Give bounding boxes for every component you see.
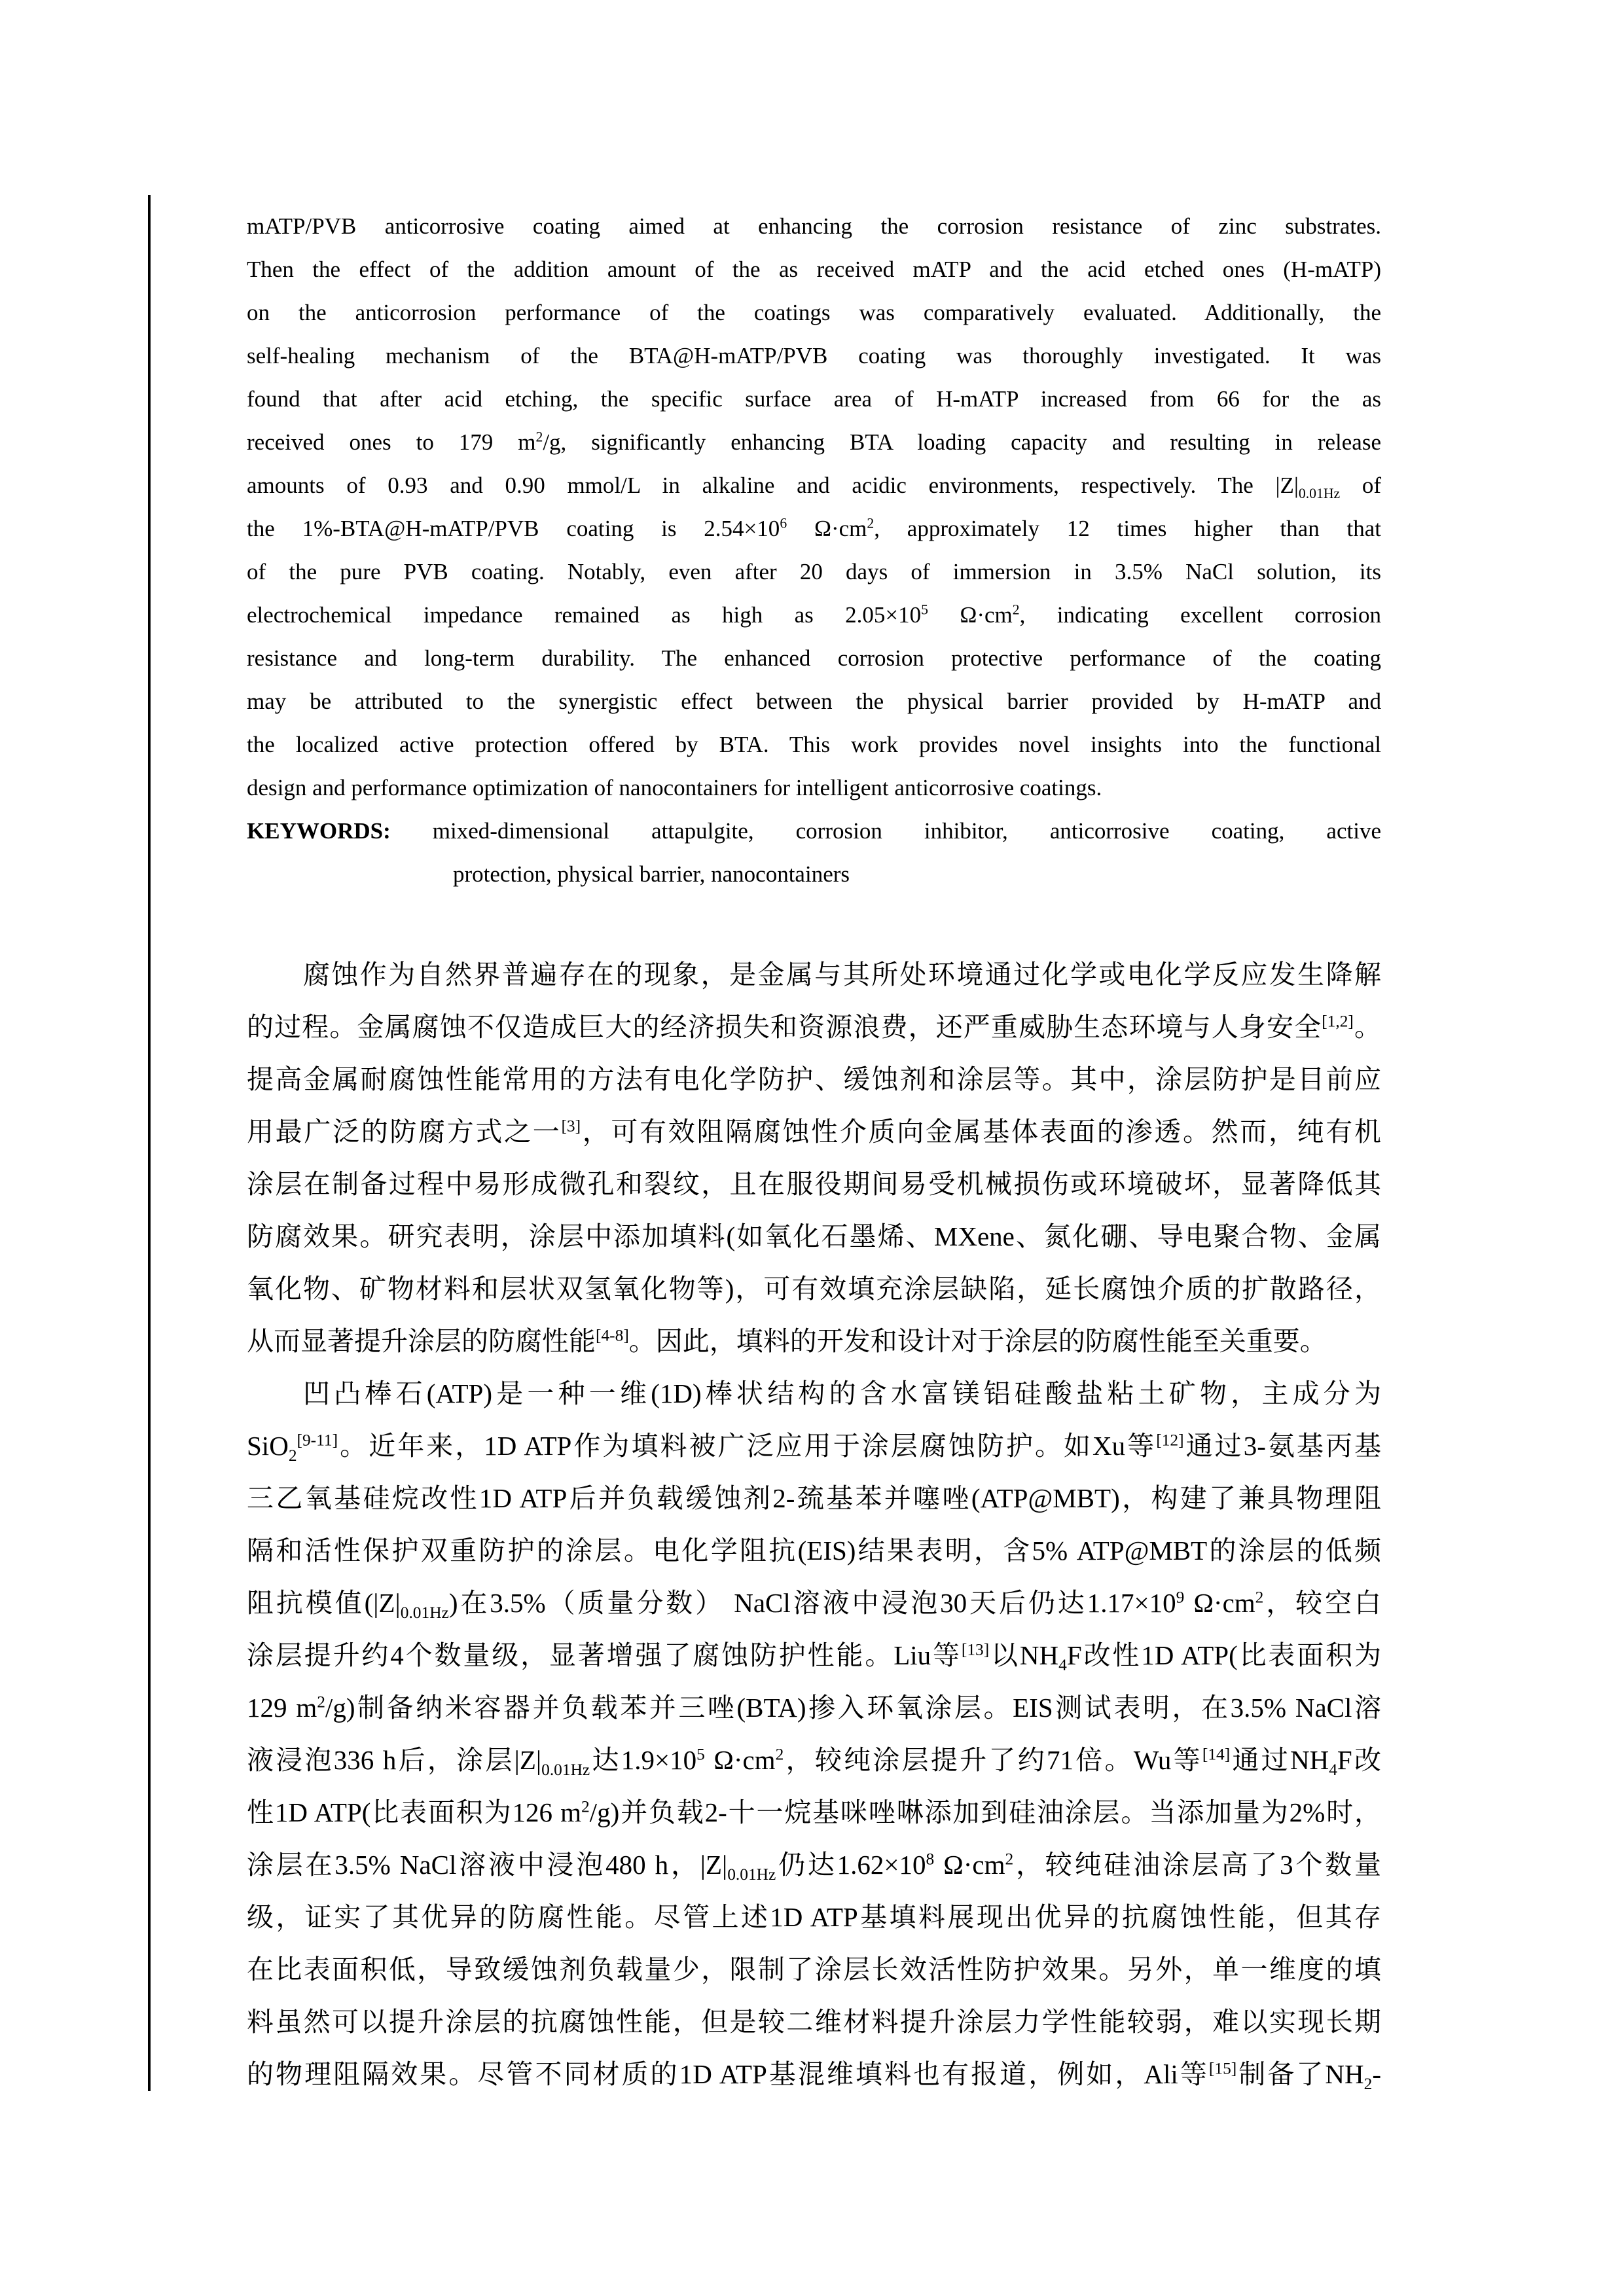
text-line: 用最广泛的防腐方式之一[3]，可有效阻隔腐蚀性介质向金属基体表面的渗透。然而，纯有机 <box>247 1117 1382 1147</box>
text-content <box>247 205 1381 2100</box>
text-line: 凹凸棒石(ATP)是一种一维(1D)棒状结构的含水富镁铝硅酸盐粘土矿物，主成分为 <box>303 1378 1381 1408</box>
text-line: 料虽然可以提升涂层的抗腐蚀性能，但是较二维材料提升涂层力学性能较弱，难以实现长期 <box>247 2007 1381 2037</box>
text-line: SiO$_2$[9-11]。近年来，1D ATP作为填料被广泛应用于涂层腐蚀防护。如Xu等[12]通过3-氨基丙基 <box>247 1431 1381 1465</box>
text-line: amounts of 0.93 and 0.90 mmol/L in alkaline and acidic environments, respectively. The $|Z|_{0.01Hz}$ of <box>247 473 1381 501</box>
text-line: 涂层在制备过程中易形成微孔和裂纹，且在服役期间易受机械损伤或环境破坏，显著降低其 <box>247 1169 1381 1199</box>
text-line: 性1D ATP(比表面积为126 $m^2/g$)并负载2-十一烷基咪唑啉添加到硅油涂层。当添加量为2%时， <box>247 1797 1381 1827</box>
text-line: 在比表面积低，导致缓蚀剂负载量少，限制了涂层长效活性防护效果。另外，单一维度的填 <box>247 1954 1381 1984</box>
text-line: resistance and long-term durability. The enhanced corrosion protective performance of the coating <box>247 645 1381 671</box>
keywords <box>247 810 1381 896</box>
text-line: 防腐效果。研究表明，涂层中添加填料(如氧化石墨烯、MXene、氮化硼、导电聚合物、金属 <box>247 1221 1381 1251</box>
intro-paragraph-2 <box>247 1367 1381 2100</box>
text-line: mATP/PVB anticorrosive coating aimed at enhancing the corrosion resistance of zinc substrates. <box>247 213 1381 239</box>
text-line: 提高金属耐腐蚀性能常用的方法有电化学防护、缓蚀剂和涂层等。其中，涂层防护是目前应 <box>247 1064 1381 1094</box>
text-line: 从而显著提升涂层的防腐性能[4-8]。因此，填料的开发和设计对于涂层的防腐性能至关重要。 <box>247 1326 1327 1356</box>
text-line: 的物理阻隔效果。尽管不同材质的1D ATP基混维填料也有报道，例如，Ali等[15]制备了$NH_2-$ <box>247 2059 1381 2094</box>
text-line: 氧化物、矿物材料和层状双氢氧化物等)，可有效填充涂层缺陷，延长腐蚀介质的扩散路径， <box>247 1274 1381 1304</box>
text-line: electrochemical impedance remained as high as $2.05\times 10^5$ $\Omega\cdot cm^2$, indicating excellent corrosion <box>247 601 1381 628</box>
text-line: 的过程。金属腐蚀不仅造成巨大的经济损失和资源浪费，还严重威胁生态环境与人身安全[1,2]。 <box>247 1012 1381 1042</box>
text-line: on the anticorrosion performance of the coatings was comparatively evaluated. Additionally, the <box>247 300 1381 325</box>
text-line: found that after acid etching, the specific surface area of H-mATP increased from 66 for the as <box>247 386 1381 412</box>
abstract <box>247 205 1381 810</box>
text-line: 阻抗模值$(|Z|_{0.01Hz})$在3.5%（质量分数） NaCl溶液中浸泡30天后仍达$1.17\times 10^9$ $\Omega\cdot cm^2$，较空白 <box>247 1588 1381 1623</box>
text-line: 级，证实了其优异的防腐性能。尽管上述1D ATP基填料展现出优异的抗腐蚀性能，但其存 <box>247 1902 1381 1932</box>
text-line: may be attributed to the synergistic effect between the physical barrier provided by H-mATP and <box>247 689 1381 714</box>
text-line: of the pure PVB coating. Notably, even after 20 days of immersion in 3.5% NaCl solution, its <box>247 559 1381 584</box>
text-line: received ones to 179 $m^2/g$, significantly enhancing BTA loading capacity and resulting in release <box>247 429 1381 455</box>
text-line: Then the effect of the addition amount of the as received mATP and the acid etched ones (H-mATP) <box>247 257 1381 282</box>
text-line: 三乙氧基硅烷改性1D ATP后并负载缓蚀剂2-巯基苯并噻唑(ATP@MBT)，构建了兼具物理阻 <box>247 1483 1381 1513</box>
text-line: 腐蚀作为自然界普遍存在的现象，是金属与其所处环境通过化学或电化学反应发生降解 <box>303 960 1381 990</box>
text-line: self-healing mechanism of the BTA@H-mATP/PVB coating was thoroughly investigated. It was <box>247 343 1381 368</box>
text-line: design and performance optimization of nanocontainers for intelligent anticorrosive coatings. <box>247 775 1102 800</box>
text-line: 隔和活性保护双重防护的涂层。电化学阻抗(EIS)结果表明，含5% ATP@MBT的涂层的低频 <box>247 1535 1381 1566</box>
text-line: 液浸泡336 h后，涂层$|Z|_{0.01Hz}$达$1.9\times 10^5$ $\Omega\cdot cm^2$，较纯涂层提升了约71倍。Wu等[14]通过$NH_4F$改 <box>247 1745 1381 1780</box>
text-line: the 1%-BTA@H-mATP/PVB coating is $2.54\times 10^6$ $\Omega\cdot cm^2$, approximately 12 times higher than that <box>247 515 1382 541</box>
text-line: KEYWORDS: mixed-dimensional attapulgite, corrosion inhibitor, anticorrosive coating, active <box>247 818 1381 844</box>
text-line: 涂层提升约4个数量级，显著增强了腐蚀防护性能。Liu等[13]以$NH_4F$改性1D ATP(比表面积为 <box>247 1640 1382 1675</box>
text-line: the localized active protection offered by BTA. This work provides novel insights into the functional <box>247 732 1381 757</box>
intro-paragraph-1 <box>247 948 1381 1367</box>
text-line: 涂层在3.5% NaCl溶液中浸泡480 h，$|Z|_{0.01Hz}$仍达$1.62\times 10^8$ $\Omega\cdot cm^2$，较纯硅油涂层高了3个数量 <box>247 1850 1382 1884</box>
text-line: 129 $m^2/g$)制备纳米容器并负载苯并三唑(BTA)掺入环氧涂层。EIS测试表明，在3.5% NaCl溶 <box>247 1693 1381 1723</box>
text-line: protection, physical barrier, nanocontainers <box>453 861 850 887</box>
left-margin-rule <box>148 195 151 2091</box>
